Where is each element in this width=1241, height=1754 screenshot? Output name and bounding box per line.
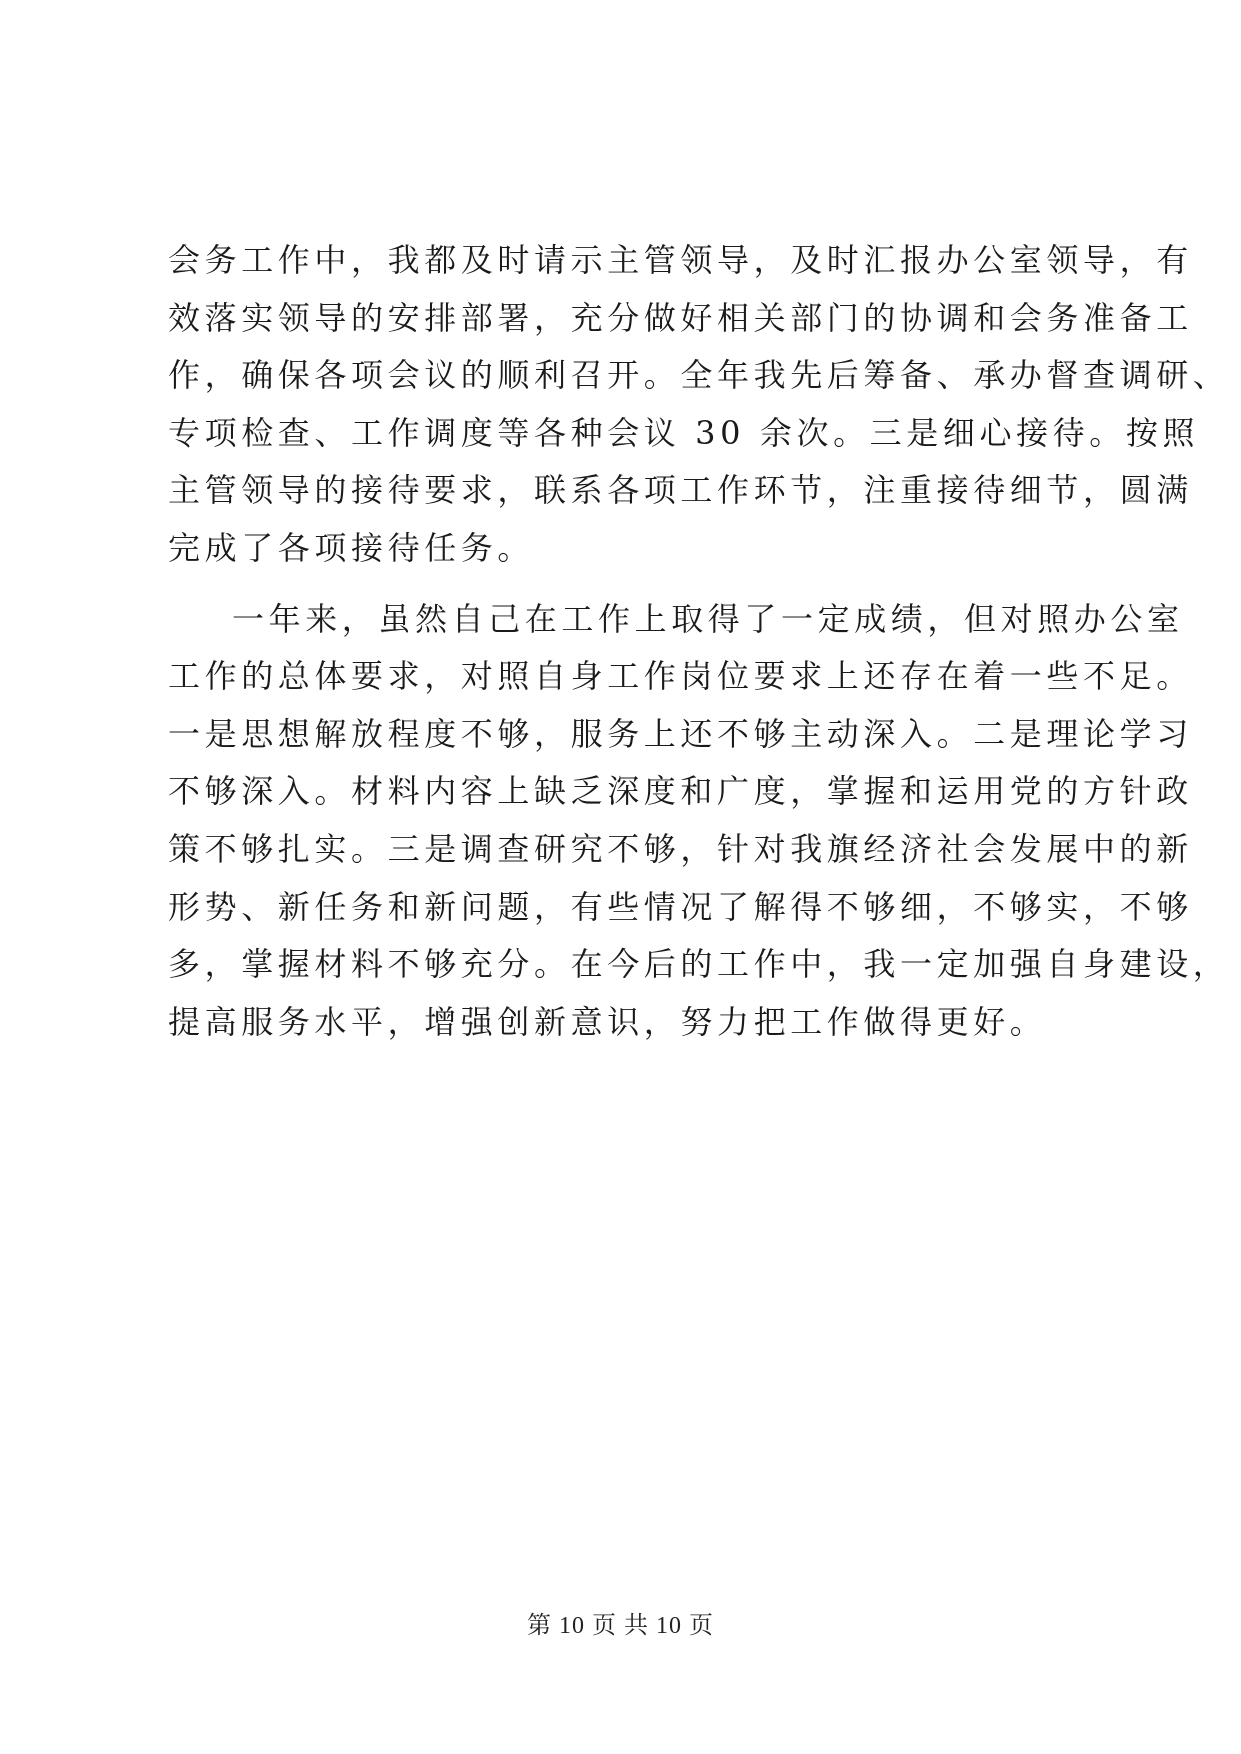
text-line: 不够深入。材料内容上缺乏深度和广度，掌握和运用党的方针政 [168,772,1193,811]
page-footer: 第 10 页 共 10 页 [527,1613,714,1639]
text-line: 策不够扎实。三是调查研究不够，针对我旗经济社会发展中的新 [168,829,1193,868]
text-line: 提高服务水平，增强创新意识，努力把工作做得更好。 [168,1002,1047,1041]
body-text [168,232,1230,1051]
text-line: 作，确保各项会议的顺利召开。全年我先后筹备、承办督查调研、 [168,356,1230,395]
paragraph-spacer [168,578,1088,591]
text-line: 形势、新任务和新问题，有些情况了解得不够细，不够实，不够 [168,887,1193,926]
text-line: 效落实领导的安排部署，充分做好相关部门的协调和会务准备工 [168,298,1193,337]
text-line: 专项检查、工作调度等各种会议 30 余次。三是细心接待。按照 [168,413,1200,452]
text-line: 工作的总体要求，对照自身工作岗位要求上还存在着一些不足。 [168,657,1193,696]
paragraph [168,591,1230,1052]
text-line: 会务工作中，我都及时请示主管领导，及时汇报办公室领导，有 [168,241,1193,279]
text-line: 完成了各项接待任务。 [168,528,535,567]
text-line: 一年来，虽然自己在工作上取得了一定成绩，但对照办公室 [232,599,1184,638]
text-line: 主管领导的接待要求，联系各项工作环节，注重接待细节，圆满 [168,471,1193,510]
text-line: 一是思想解放程度不够，服务上还不够主动深入。二是理论学习 [168,714,1193,753]
paragraph [168,232,1230,578]
text-line: 多，掌握材料不够充分。在今后的工作中，我一定加强自身建设， [168,945,1230,984]
